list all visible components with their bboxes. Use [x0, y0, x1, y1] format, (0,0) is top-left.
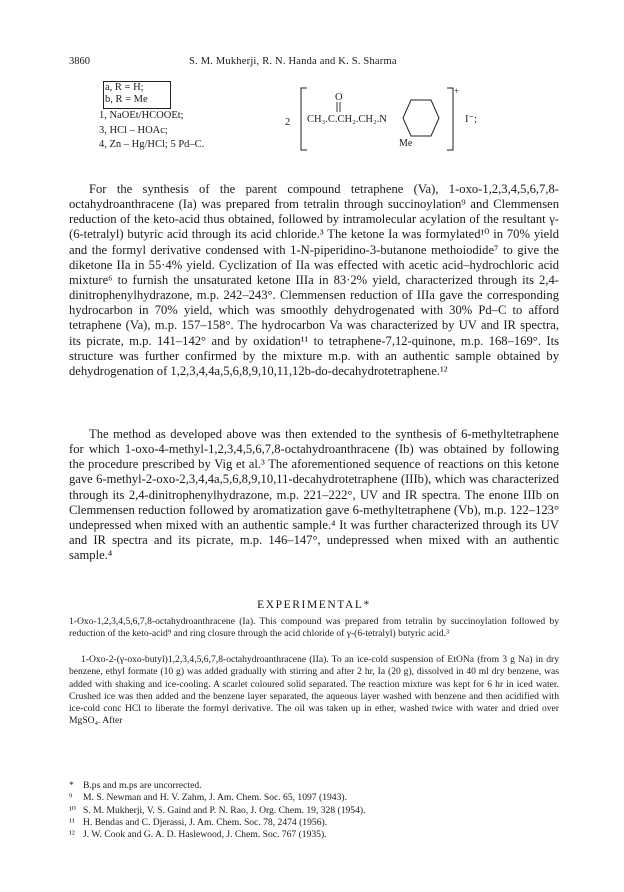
footnote-mark: ¹² [69, 829, 75, 840]
footnote-text: H. Bendas and C. Djerassi, J. Am. Chem. Soc. 78, 2474 (1956). [83, 816, 328, 828]
iodide-counterion: I⁻; [465, 114, 477, 125]
condition-4: 4, Zn – Hg/HCl; 5 Pd–C. [99, 139, 205, 150]
footnotes [69, 780, 559, 841]
footnote-text: J. W. Cook and G. A. D. Haslewood, J. Chem. Soc. 767 (1935). [83, 829, 327, 840]
n-methyl-label: Me [399, 138, 413, 149]
reaction-conditions-scheme [69, 80, 559, 180]
positive-charge: + [454, 86, 460, 96]
running-authors: S. M. Mukherji, R. N. Handa and K. S. Sharma [189, 56, 397, 67]
footnote-text: S. M. Mukherji, V. S. Gaind and P. N. Rao, J. Org. Chem. 19, 328 (1954). [83, 804, 366, 816]
footnote [69, 792, 559, 804]
footnote [69, 780, 559, 792]
footnote-mark: * [69, 780, 74, 791]
right-bracket [447, 88, 453, 150]
r-option-b: b, R = Me [105, 94, 148, 105]
experimental-compound-IIa [69, 654, 559, 728]
footnote [69, 829, 559, 841]
footnote [69, 817, 559, 829]
experimental-paragraph-2: 1-Oxo-2-(γ-oxo-butyl)1,2,3,4,5,6,7,8-octahydroanthracene (IIa). To an ice-cold suspension of EtONa (from 3 g Na) in dry benzene, ethyl formate (10 g) was added gradually with stirring and after 2 hr, Ia (20 g), dissolved in 40 ml dry benzene, was added with shaking and ice-cooling. A scarlet coloured solid separated. The reaction mixture was kept for 6 hr in iced water. Crushed ice was then added and the benzene layer separated, the aqueous layer washed with benzene and then acidified with ice-cold conc HCl to liberate the formyl derivative. The oil was taken up in ether, washed twice with water and dried over MgSO₄. After [69, 654, 559, 727]
footnote-text: B.ps and m.ps are uncorrected. [83, 780, 202, 791]
footnote [69, 805, 559, 817]
piperidinium-reagent-structure [295, 80, 495, 160]
condition-list [99, 110, 204, 152]
page-number: 3860 [69, 56, 90, 67]
footnote-mark: ¹¹ [69, 816, 75, 828]
experimental-heading: EXPERIMENTAL* [257, 599, 371, 611]
footnote-mark: ⁹ [69, 792, 73, 804]
reagent-number: 2 [285, 117, 291, 128]
experimental-compound-Ia [69, 616, 559, 641]
paragraph-tetraphene-synthesis [69, 182, 559, 379]
running-header [69, 56, 559, 70]
experimental-paragraph-1: 1-Oxo-1,2,3,4,5,6,7,8-octahydroanthracene (Ia). This compound was prepared from tetralin by succinoylation followed by reduction of the keto-acid⁹ and ring closure through the acid chloride of γ-(6-tetralyl) butyric acid.³ [69, 616, 559, 640]
reagent-formula: CH₃.C.CH₂.CH₂.N [307, 114, 387, 125]
condition-1: 1, NaOEt/HCOOEt; [99, 110, 184, 121]
paragraph-2-text: The method as developed above was then extended to the synthesis of 6-methyltetraphene for which 1-oxo-4-methyl-1,2,3,4,5,6,7,8-octahydroanthracene (Ib) was obtained by following the procedure prescribed by Vig et al.³ The aforementioned sequence of reactions on this ketone gave 6-methyl-2-oxo-2,3,4,4a,5,6,8,9,10,11-decahydrotetraphene (IIIb), which was characterized through its 2,4-dinitrophenylhydrazone, m.p. 221–222°, UV and IR spectra. The enone IIIb on Clemmensen reduction followed by aromatization gave 6-methyltetraphene (Vb), m.p. 122–123° undepressed when mixed with an authentic sample.⁴ It was further characterized through its UV and IR spectra and its picrate, m.p. 146–147°, undepressed when mixed with an authentic sample.⁴ [69, 427, 559, 563]
r-group-options [105, 82, 148, 106]
paragraph-1-text: For the synthesis of the parent compound tetraphene (Va), 1-oxo-1,2,3,4,5,6,7,8-octahydroanthracene (Ia) was prepared from tetralin through succinoylation⁹ and Clemmensen reduction of the keto-acid thus obtained, followed by intramolecular acylation of the resultant γ-(6-tetralyl) butyric acid through its acid chloride.³ The ketone Ia was formylated¹⁰ in 70% yield and the formyl derivative condensed with 1-N-piperidino-3-butanone methoiodide⁷ to give the diketone IIa in 55·4% yield. Cyclization of IIa was effected with acetic acid–hydrochloric acid mixture⁶ to furnish the unsaturated ketone IIIa in 83·2% yield, characterized through its 2,4-dinitrophenylhydrazone, m.p. 242–243°. Clemmensen reduction of IIIa gave the corresponding hydrocarbon in 70% yield, which was smoothly dehydrogenated with 30% Pd–C to afford tetraphene (Va), m.p. 157–158°. The hydrocarbon Va was characterized by UV and IR spectra, its picrate, m.p. 141–142° and by oxidation¹¹ to tetraphene-7,12-quinone, m.p. 168–169°. Its structure was further confirmed by the mixture m.p. with an authentic sample obtained by dehydrogenation of 1,2,3,4,4a,5,6,8,9,10,11,12b-do-decahydrotetraphene.¹² [69, 182, 559, 378]
carbonyl-oxygen: O [335, 92, 343, 103]
r-option-a: a, R = H; [105, 82, 144, 93]
piperidine-ring [403, 100, 439, 136]
paragraph-methyltetraphene-synthesis [69, 427, 559, 563]
footnote-text: M. S. Newman and H. V. Zahm, J. Am. Chem. Soc. 65, 1097 (1943). [83, 792, 347, 804]
footnote-mark: ¹⁰ [69, 804, 76, 816]
condition-3: 3, HCl – HOAc; [99, 124, 168, 136]
